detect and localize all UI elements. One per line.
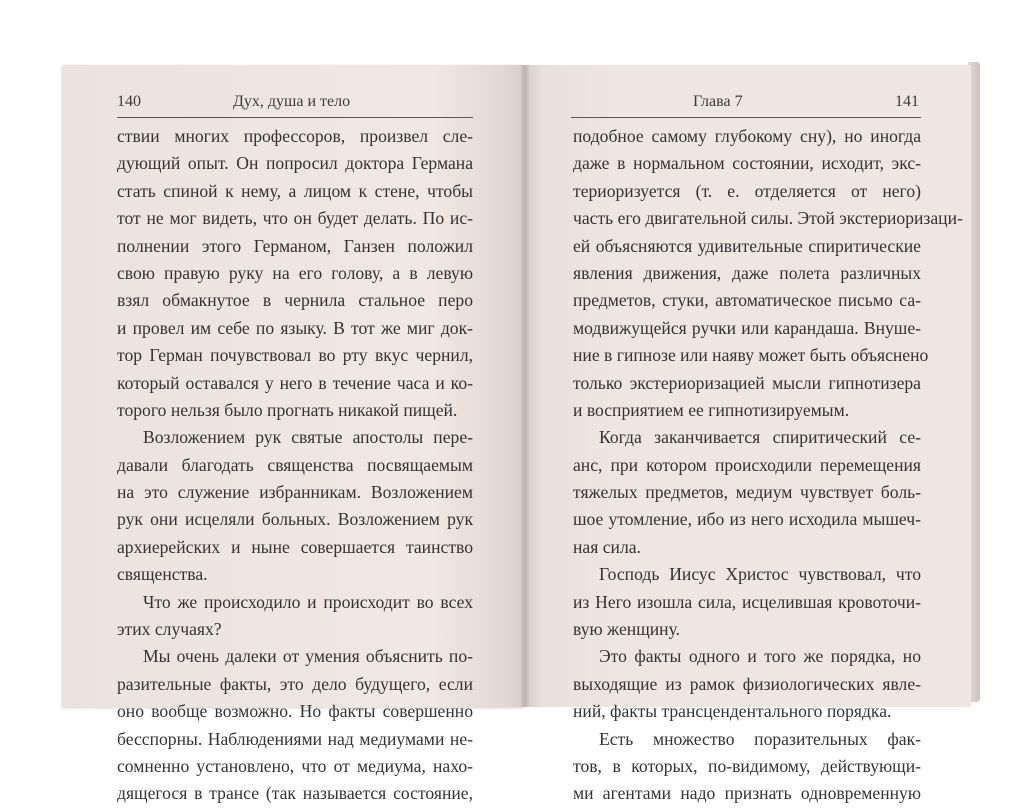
text-line: священства.: [117, 564, 208, 585]
text-line: предметов, стуки, автоматическое письмо са-: [573, 290, 921, 311]
text-line: Возложением рук святые апостолы пере-: [143, 427, 473, 448]
right-page-number: 141: [895, 93, 919, 110]
right-page: [525, 65, 971, 804]
text-line: тяжелых предметов, медиум чувствует боль-: [573, 482, 921, 503]
left-page: [63, 65, 525, 804]
text-line: ная сила.: [573, 536, 641, 557]
text-line: тот не мог видеть, что он будет делать. По ис-: [117, 208, 473, 229]
text-line: анс, при котором происходили перемещения: [573, 454, 921, 475]
text-line: торого нельзя было прогнать никакой пищей.: [117, 399, 458, 420]
text-line: ми агентами надо признать одновременную: [573, 783, 921, 804]
right-header-rule: [571, 117, 921, 118]
text-line: ей объясняются удивительные спиритические: [573, 235, 921, 256]
text-line: дующий опыт. Он попросил доктора Германа: [117, 153, 473, 174]
text-line: полнении этого Германом, Ганзен положил: [117, 235, 473, 256]
text-line: тов, в которых, по-видимому, действующи-: [573, 755, 921, 776]
text-line: который оставался у него в течение часа и ко-: [117, 372, 473, 393]
text-line: рук они исцеляли больных. Возложением рук: [117, 509, 473, 530]
text-line: бесспорны. Наблюдениями над медиумами не-: [117, 728, 473, 749]
text-line: ние в гипнозе или наяву может быть объяснено: [573, 345, 929, 366]
text-line: часть его двигательной силы. Этой экстериоризаци-: [573, 208, 963, 229]
left-page-body: [117, 123, 473, 808]
text-line: сомненно установлено, что от медиума, нахо-: [117, 755, 473, 776]
left-running-title: Дух, душа и тело: [233, 93, 351, 110]
text-line: шое утомление, ибо из него исходила мышеч-: [573, 509, 921, 530]
text-line: ствии многих профессоров, произвел сле-: [117, 126, 473, 146]
text-line: оно вообще возможно. Но факты совершенно: [117, 701, 473, 722]
text-line: даже в нормальном состоянии, исходит, экс-: [573, 153, 921, 174]
text-line: Господь Иисус Христос чувствовал, что: [599, 564, 921, 585]
text-line: разительные факты, это дело будущего, если: [117, 673, 473, 694]
right-page-body: [573, 123, 963, 808]
text-line: вую женщину.: [573, 619, 681, 640]
left-page-number: 140: [117, 93, 141, 110]
text-line: стать спиной к нему, а лицом к стене, чтобы: [117, 180, 473, 201]
right-running-title: Глава 7: [693, 93, 743, 110]
text-line: териоризуется (т. е. отделяется от него): [573, 180, 921, 201]
text-line: и провел им себе по языку. В тот же миг док-: [117, 317, 473, 338]
text-line: дящегося в трансе (так называется состояние,: [117, 783, 473, 804]
left-header-rule: [117, 117, 473, 118]
text-line: этих случаях?: [117, 619, 222, 640]
text-line: Мы очень далеки от умения объяснить по-: [143, 646, 473, 667]
text-line: Есть множество поразительных фак-: [599, 728, 921, 749]
text-line: архиерейских и ныне совершается таинство: [117, 536, 473, 557]
text-line: ний, факты трансцендентального порядка.: [573, 701, 892, 722]
text-line: Это факты одного и того же порядка, но: [599, 646, 921, 667]
text-line: только экстериоризацией мысли гипнотизера: [573, 372, 921, 393]
book-gutter: [521, 65, 529, 707]
text-line: свою правую руку на его голову, а в левую: [117, 262, 473, 283]
text-line: выходящие из рамок физиологических явле-: [573, 673, 921, 694]
text-line: тор Герман почувствовал во рту вкус чернил,: [117, 345, 473, 366]
text-line: взял обмакнутое в чернила стальное перо: [117, 290, 473, 311]
text-line: подобное самому глубокому сну), но иногда: [573, 126, 921, 146]
text-line: из Него изошла сила, исцелившая кровоточи-: [573, 591, 921, 612]
text-line: Что же происходило и происходит во всех: [143, 591, 473, 612]
text-line: на это служение избранникам. Возложением: [117, 482, 473, 503]
text-line: давали благодать священства посвящаемым: [117, 454, 473, 475]
text-line: и восприятием ее гипнотизируемым.: [573, 399, 850, 420]
text-line: Когда заканчивается спиритический се-: [599, 427, 921, 448]
text-line: модвижущейся ручки или карандаша. Внуше-: [573, 317, 921, 338]
text-line: явления движения, даже полета различных: [573, 262, 921, 283]
